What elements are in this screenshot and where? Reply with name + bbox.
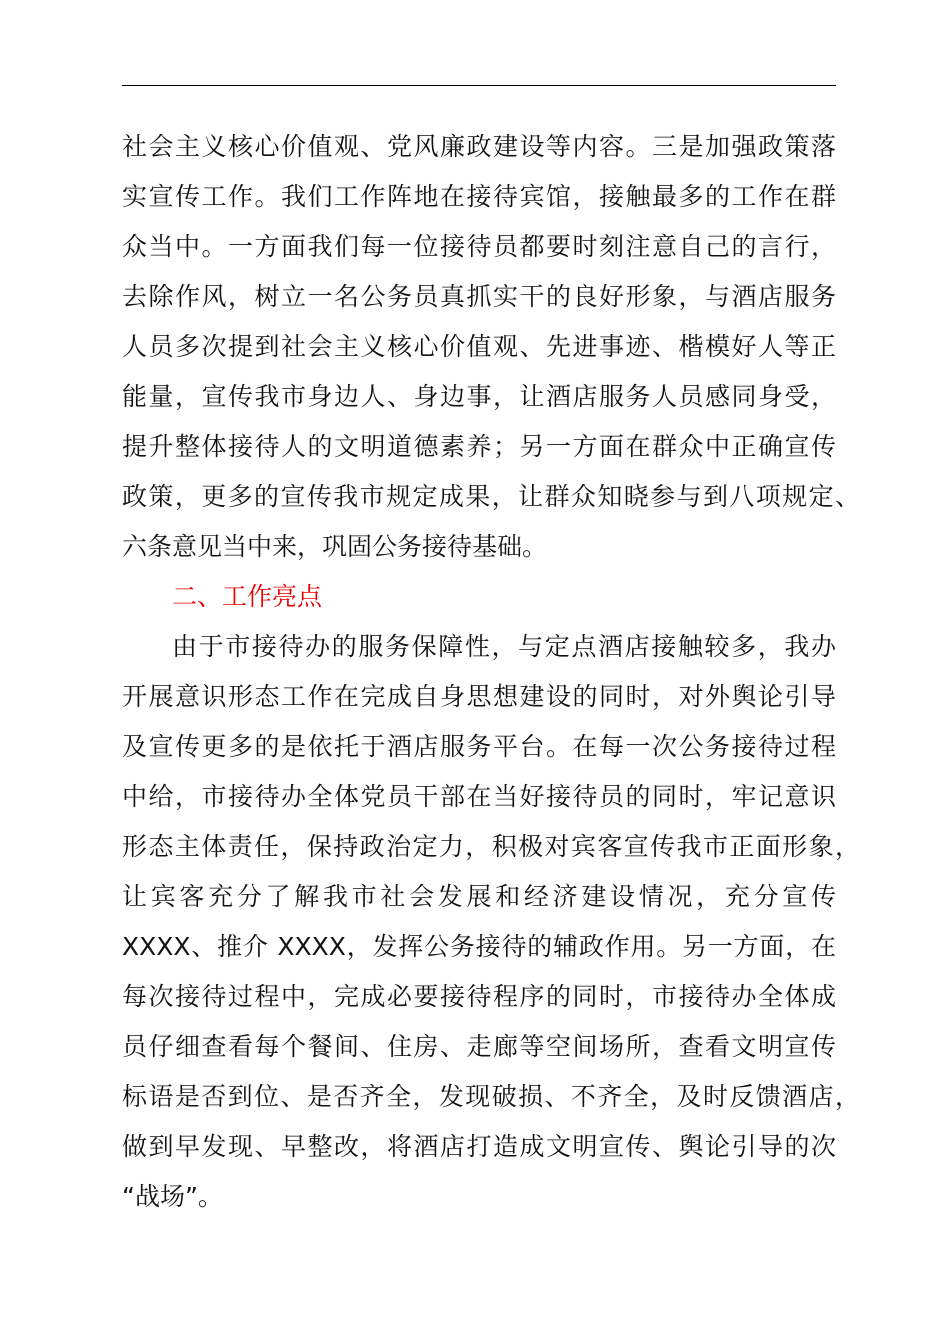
document-body — [122, 122, 862, 1222]
paragraph-line: 能量，宣传我市身边人、身边事，让酒店服务人员感同身受， — [122, 382, 836, 411]
paragraph-line: 形态主体责任，保持政治定力，积极对宾客宣传我市正面形象， — [122, 832, 860, 861]
paragraph-line: 开展意识形态工作在完成自身思想建设的同时，对外舆论引导 — [122, 682, 836, 711]
paragraph-line: 及宣传更多的是依托于酒店服务平台。在每一次公务接待过程 — [122, 732, 836, 761]
paragraph-line: 标语是否到位、是否齐全，发现破损、不齐全，及时反馈酒店， — [122, 1082, 860, 1111]
paragraph-line: 社会主义核心价值观、党风廉政建设等内容。三是加强政策落 — [122, 132, 836, 161]
paragraph-line: 六条意见当中来，巩固公务接待基础。 — [122, 532, 548, 561]
paragraph-line: 做到早发现、早整改，将酒店打造成文明宣传、舆论引导的次 — [122, 1132, 836, 1161]
header-rule — [122, 85, 836, 86]
paragraph-line: 中给，市接待办全体党员干部在当好接待员的同时，牢记意识 — [122, 782, 836, 811]
paragraph-line: XXXX、推介 XXXX，发挥公务接待的辅政作用。另一方面，在 — [122, 932, 836, 961]
paragraph-line: 众当中。一方面我们每一位接待员都要时刻注意自己的言行， — [122, 232, 836, 261]
paragraph-2 — [122, 622, 862, 1222]
paragraph-line: 去除作风，树立一名公务员真抓实干的良好形象，与酒店服务 — [122, 282, 836, 311]
paragraph-1 — [122, 122, 862, 572]
paragraph-line: 员仔细查看每个餐间、住房、走廊等空间场所，查看文明宣传 — [122, 1032, 836, 1061]
paragraph-line: 实宣传工作。我们工作阵地在接待宾馆，接触最多的工作在群 — [122, 182, 836, 211]
paragraph-line: “战场”。 — [122, 1182, 223, 1211]
paragraph-line: 政策，更多的宣传我市规定成果，让群众知晓参与到八项规定、 — [122, 482, 860, 511]
paragraph-line: 每次接待过程中，完成必要接待程序的同时，市接待办全体成 — [122, 982, 836, 1011]
paragraph-line: 由于市接待办的服务保障性，与定点酒店接触较多，我办 — [172, 632, 836, 661]
section-heading: 二、工作亮点 — [172, 582, 323, 611]
paragraph-line: 让宾客充分了解我市社会发展和经济建设情况，充分宣传 — [122, 882, 836, 911]
paragraph-line: 提升整体接待人的文明道德素养；另一方面在群众中正确宣传 — [122, 432, 836, 461]
paragraph-line: 人员多次提到社会主义核心价值观、先进事迹、楷模好人等正 — [122, 332, 836, 361]
